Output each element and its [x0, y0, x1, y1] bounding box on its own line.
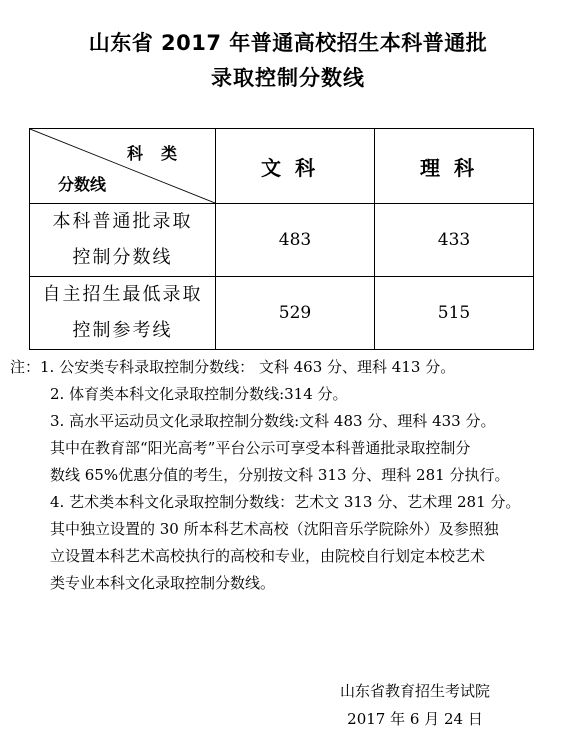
row-label-line2: 控制参考线 — [72, 320, 173, 341]
note-3-continuation-2: 数线 65%优惠分值的考生，分别按文科 313 分、理科 281 分执行。 — [50, 466, 510, 484]
value-li: 433 — [375, 204, 534, 277]
value-li: 515 — [375, 277, 534, 350]
note-3: 3. 高水平运动员文化录取控制分数线:文科 483 分、理科 433 分。 — [50, 412, 496, 430]
notes-prefix: 注： — [10, 358, 41, 376]
note-4-continuation-2: 立设置本科艺术高校执行的高校和专业，由院校自行划定本校艺术 — [50, 547, 486, 565]
document-title-line1: 山东省 2017 年普通高校招生本科普通批 — [88, 31, 488, 55]
signature-date: 2017 年 6 月 24 日 — [347, 710, 483, 728]
note-4-continuation-1: 其中独立设置的 30 所本科艺术高校（沈阳音乐学院除外）及参照独 — [50, 520, 499, 538]
column-header-li: 理科 — [375, 129, 534, 204]
note-2: 2. 体育类本科文化录取控制分数线:314 分。 — [50, 385, 348, 403]
note-3-continuation-1: 其中在教育部“阳光高考”平台公示可享受本科普通批录取控制分 — [50, 439, 471, 457]
row-label-line2: 控制分数线 — [72, 247, 173, 268]
corner-top-label: 科类 — [126, 144, 195, 163]
score-table — [29, 128, 534, 350]
note-1-text: 1. 公安类专科录取控制分数线： 文科 463 分、理科 413 分。 — [40, 358, 456, 376]
notes-section — [10, 354, 566, 597]
note-4: 4. 艺术类本科文化录取控制分数线：艺术文 313 分、艺术理 281 分。 — [50, 493, 521, 511]
note-1 — [10, 354, 566, 381]
value-wen: 483 — [216, 204, 375, 277]
table-row — [30, 277, 534, 350]
column-header-wen: 文科 — [216, 129, 375, 204]
table-row — [30, 204, 534, 277]
row-label — [30, 277, 216, 350]
document-title-line2: 录取控制分数线 — [211, 66, 365, 90]
corner-bottom-label: 分数线 — [58, 175, 107, 194]
value-wen: 529 — [216, 277, 375, 350]
row-label-line1: 自主招生最低录取 — [42, 284, 203, 305]
note-4-continuation-3: 类专业本科文化录取控制分数线。 — [50, 574, 276, 592]
row-label-line1: 本科普通批录取 — [52, 211, 193, 232]
table-header-row — [30, 129, 534, 204]
row-label — [30, 204, 216, 277]
diagonal-header-cell — [30, 129, 216, 204]
signature-organization: 山东省教育招生考试院 — [339, 682, 490, 700]
